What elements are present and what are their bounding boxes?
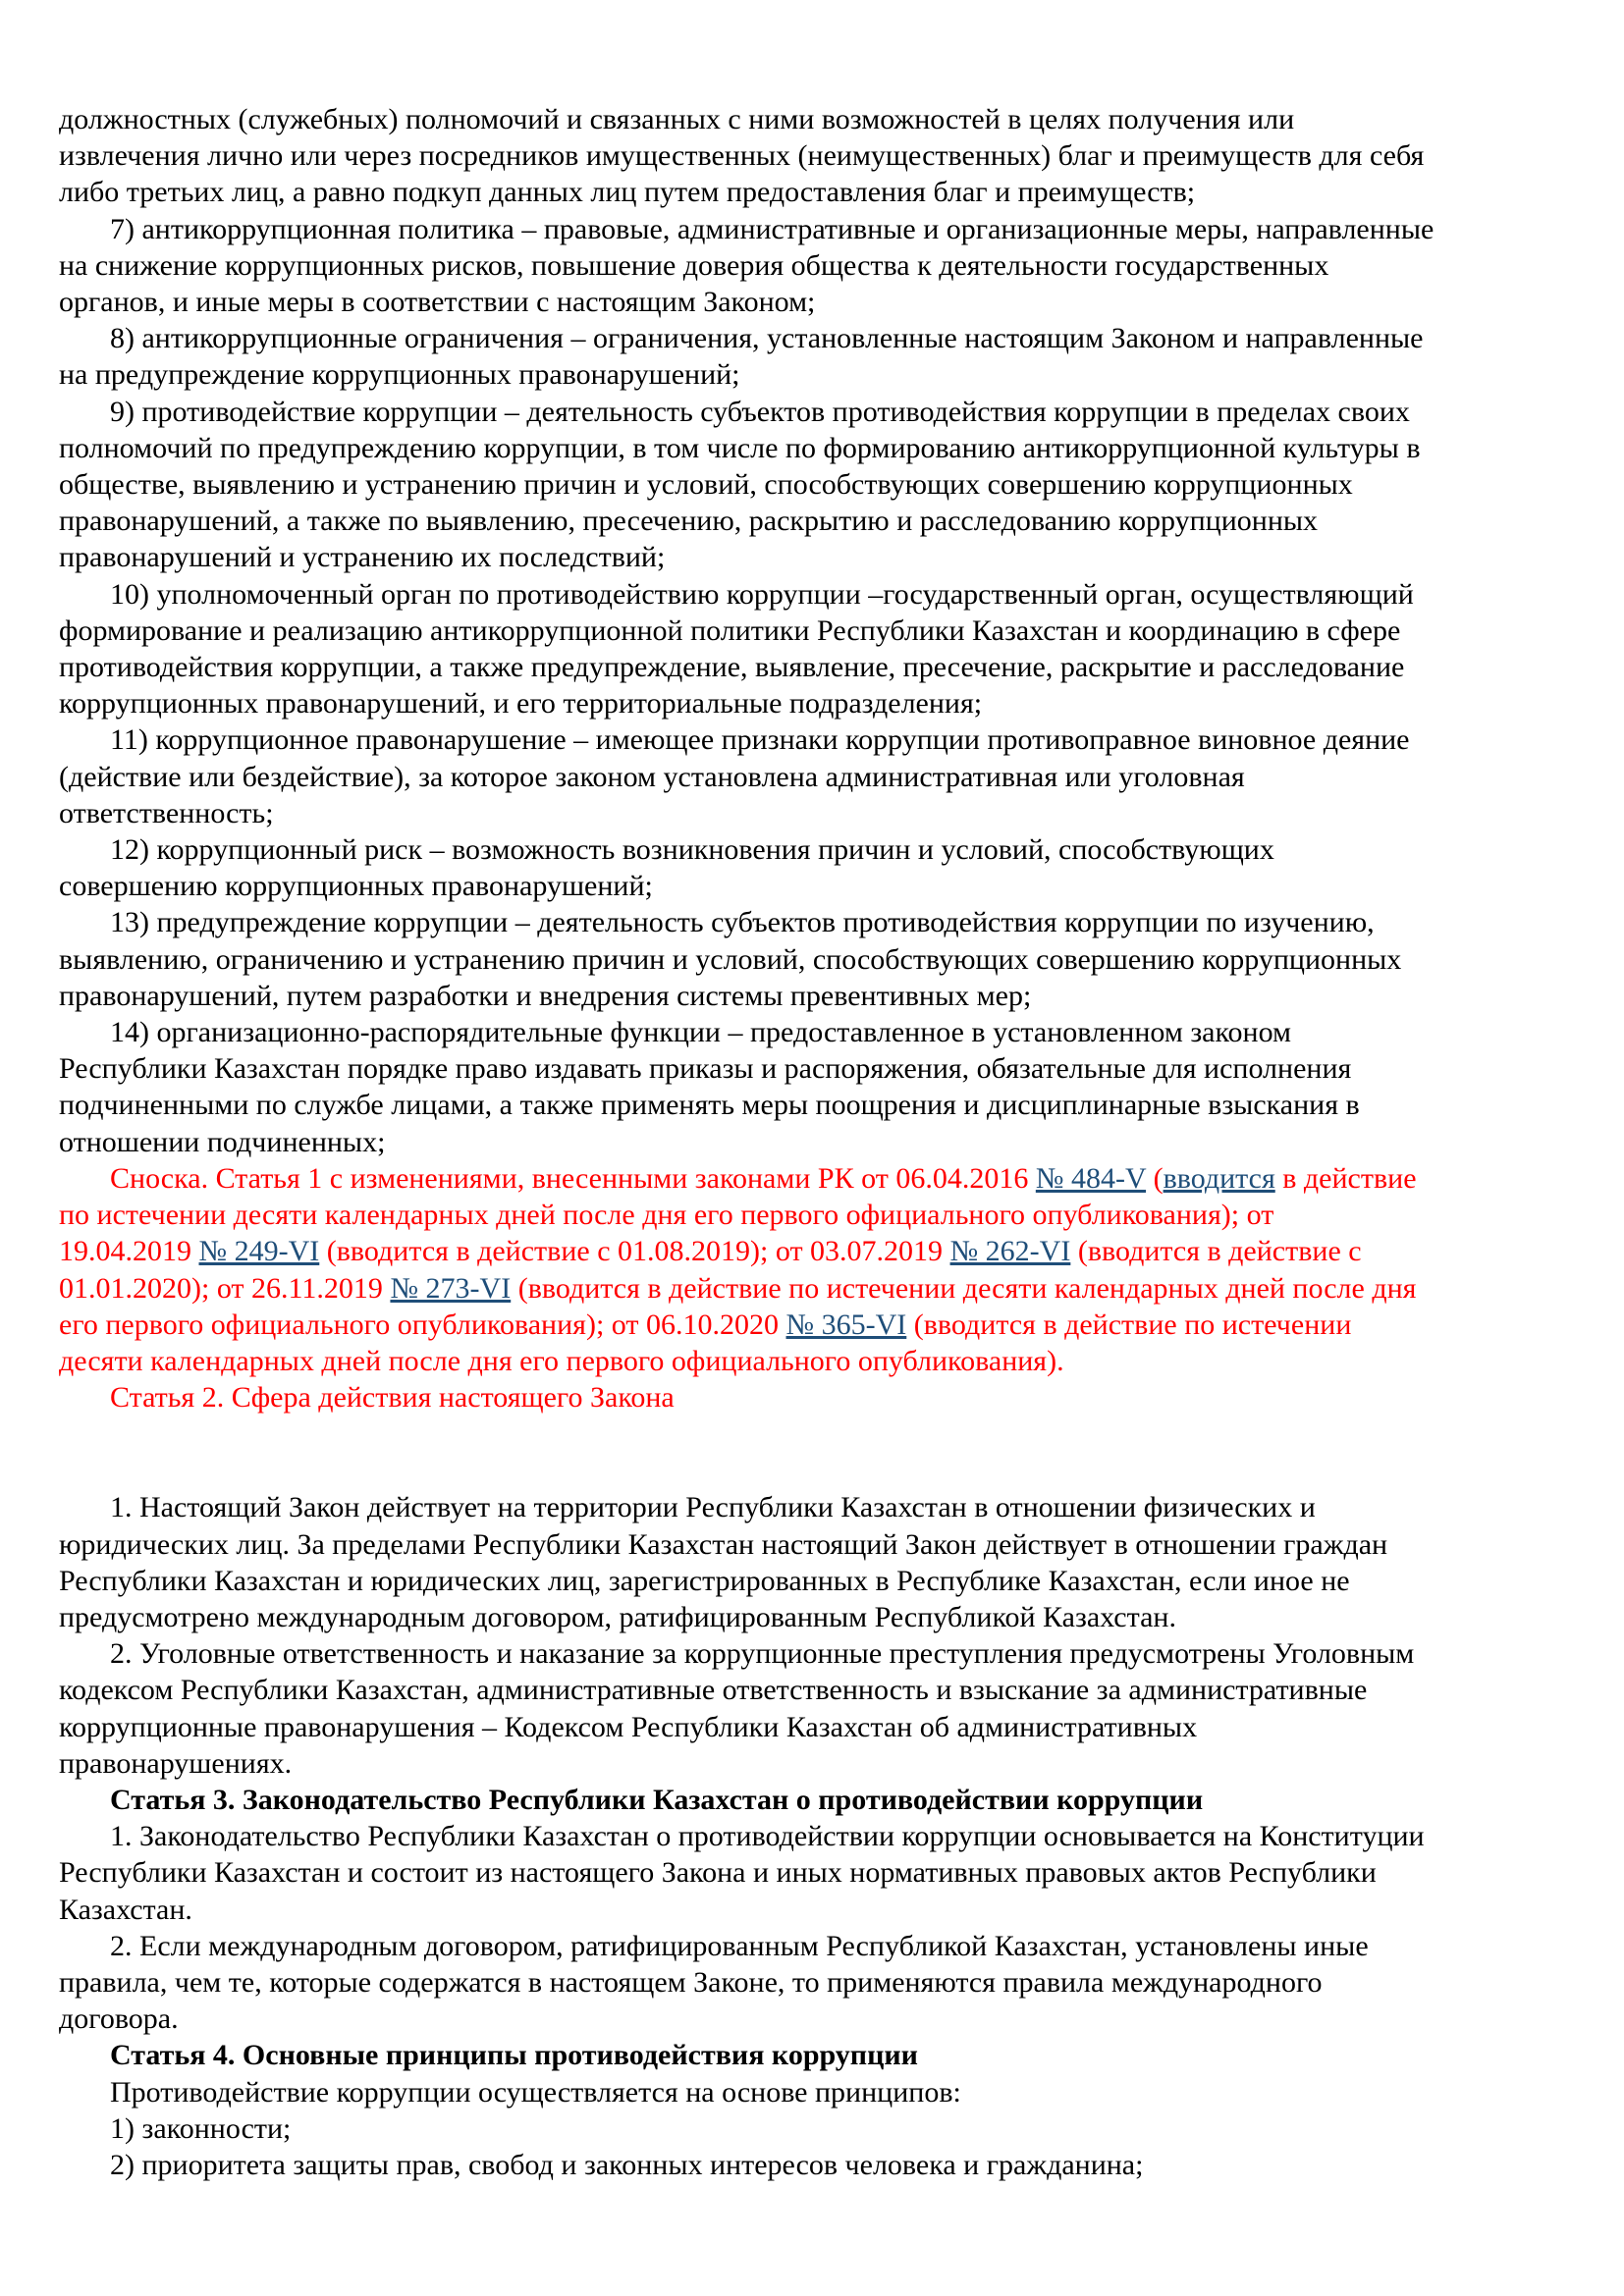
text-line: извлечения лично или через посредников имущественных (неимущественных) благ и преимуществ для себя bbox=[59, 139, 1425, 173]
text-line: 1. Настоящий Закон действует на территории Республики Казахстан в отношении физических и bbox=[110, 1491, 1316, 1524]
text-line: юридических лиц. За пределами Республики Казахстан настоящий Закон действует в отношении граждан bbox=[59, 1527, 1388, 1561]
text-line: обществе, выявлению и устранению причин и условий, способствующих совершению коррупционных bbox=[59, 468, 1353, 502]
article-3-paragraph-2 bbox=[59, 1928, 1591, 2038]
article-3-title: Статья 3. Законодательство Республики Казахстан о противодействии коррупции bbox=[110, 1783, 1204, 1816]
text-line: кодексом Республики Казахстан, административные ответственность и взыскание за административные bbox=[59, 1674, 1368, 1707]
text-line: 12) коррупционный риск – возможность возникновения причин и условий, способствующих bbox=[110, 833, 1274, 867]
definition-item-12 bbox=[59, 831, 1591, 904]
spacer bbox=[59, 1415, 1591, 1489]
definition-item-8 bbox=[59, 320, 1591, 393]
text-line: на предупреждение коррупционных правонарушений; bbox=[59, 358, 740, 392]
text-line: отношении подчиненных; bbox=[59, 1125, 386, 1158]
text-line: подчиненными по службе лицами, а также применять меры поощрения и дисциплинарные взыскания в bbox=[59, 1089, 1360, 1122]
text-line: либо третьих лиц, а равно подкуп данных лиц путем предоставления благ и преимуществ; bbox=[59, 176, 1196, 209]
text-line: на снижение коррупционных рисков, повышение доверия общества к деятельности государственных bbox=[59, 248, 1329, 282]
text-line: полномочий по предупреждению коррупции, в том числе по формированию антикоррупционной культуры в bbox=[59, 431, 1421, 464]
law-link-365-vi[interactable]: № 365-VI bbox=[785, 1308, 907, 1341]
text-line: Республики Казахстан и состоит из настоящего Закона и иных нормативных правовых актов Республики bbox=[59, 1856, 1377, 1890]
article-2-title: Статья 2. Сфера действия настоящего Закона bbox=[110, 1381, 675, 1415]
text-line: 7) антикоррупционная политика – правовые, административные и организационные меры, направленные bbox=[110, 212, 1435, 245]
article-2-paragraph-2 bbox=[59, 1635, 1591, 1782]
text-line: Казахстан. bbox=[59, 1893, 192, 1926]
text-line: 13) предупреждение коррупции – деятельность субъектов противодействия коррупции по изучению, bbox=[110, 906, 1375, 939]
note-text: (вводится в действие с bbox=[1070, 1235, 1362, 1268]
text-line: 11) коррупционное правонарушение – имеющее признаки коррупции противоправное виновное деяние bbox=[110, 723, 1410, 757]
note-text: ( bbox=[1146, 1161, 1164, 1195]
note-text: (вводится в действие с 01.08.2019); от 03.07.2019 bbox=[319, 1235, 950, 1268]
text-line: 2. Если международным договором, ратифицированным Республикой Казахстан, установлены иные bbox=[110, 1929, 1369, 1962]
article-2-paragraph-1 bbox=[59, 1489, 1591, 1635]
note-text: его первого официального опубликования); от 06.10.2020 bbox=[59, 1308, 786, 1341]
text-line: десяти календарных дней после дня его первого официального опубликования). bbox=[59, 1344, 1064, 1377]
definition-item-7 bbox=[59, 211, 1591, 321]
definition-item-14 bbox=[59, 1014, 1591, 1160]
text-line: формирование и реализацию антикоррупционной политики Республики Казахстан и координацию в сфере bbox=[59, 614, 1401, 647]
text-line: 1. Законодательство Республики Казахстан о противодействии коррупции основывается на Конституции bbox=[110, 1820, 1425, 1853]
text-line: предусмотрено международным договором, ратифицированным Республикой Казахстан. bbox=[59, 1600, 1176, 1633]
principle-item-1: 1) законности; bbox=[110, 2111, 292, 2145]
article-4-intro: Противодействие коррупции осуществляется на основе принципов: bbox=[110, 2075, 961, 2109]
note-text: 01.01.2020); от 26.11.2019 bbox=[59, 1271, 391, 1305]
text-line: договора. bbox=[59, 2002, 179, 2036]
text-line: (действие или бездействие), за которое законом установлена административная или уголовная bbox=[59, 760, 1245, 793]
note-text: в действие bbox=[1274, 1161, 1417, 1195]
text-line: должностных (служебных) полномочий и связанных с ними возможностей в целях получения или bbox=[59, 103, 1295, 135]
text-line: 9) противодействие коррупции – деятельность субъектов противодействия коррупции в пределах своих bbox=[110, 395, 1410, 428]
amendment-note bbox=[59, 1160, 1591, 1415]
text-line: Республики Казахстан порядке право издавать приказы и распоряжения, обязательные для исполнения bbox=[59, 1052, 1352, 1086]
text-line: правонарушений, путем разработки и внедрения системы превентивных мер; bbox=[59, 979, 1032, 1012]
text-line: противодействия коррупции, а также предупреждение, выявление, пресечение, раскрытие и расследование bbox=[59, 651, 1405, 684]
text-line bbox=[59, 1270, 1591, 1307]
text-line bbox=[59, 1307, 1591, 1343]
law-link-273-vi[interactable]: № 273-VI bbox=[390, 1271, 512, 1305]
article-3-paragraph-1 bbox=[59, 1818, 1591, 1928]
text-line: правонарушениях. bbox=[59, 1746, 293, 1780]
text-line bbox=[59, 1160, 1591, 1197]
definition-item-10 bbox=[59, 576, 1591, 722]
article-4-title: Статья 4. Основные принципы противодействия коррупции bbox=[110, 2039, 918, 2072]
definition-item-9 bbox=[59, 394, 1591, 576]
text-line: ответственность; bbox=[59, 796, 274, 829]
enactment-link[interactable]: вводится bbox=[1163, 1161, 1275, 1195]
text-line: правила, чем те, которые содержатся в настоящем Законе, то применяются правила международного bbox=[59, 1965, 1323, 1999]
text-line: коррупционные правонарушения – Кодексом Республики Казахстан об административных bbox=[59, 1710, 1198, 1743]
note-text: (вводится в действие по истечении bbox=[906, 1308, 1352, 1341]
note-text: (вводится в действие по истечении десяти календарных дней после дня bbox=[511, 1271, 1417, 1305]
text-line: органов, и иные меры в соответствии с настоящим Законом; bbox=[59, 286, 816, 319]
document-page bbox=[59, 101, 1591, 2183]
text-line: 2. Уголовные ответственность и наказание за коррупционные преступления предусмотрены Уголовным bbox=[110, 1637, 1415, 1671]
text-line: 10) уполномоченный орган по противодействию коррупции –государственный орган, осуществляющий bbox=[110, 577, 1414, 611]
note-text: 19.04.2019 bbox=[59, 1235, 199, 1268]
text-line: совершению коррупционных правонарушений; bbox=[59, 870, 653, 903]
law-link-262-vi[interactable]: № 262-VI bbox=[949, 1235, 1071, 1268]
text-line: правонарушений и устранению их последствий; bbox=[59, 541, 666, 574]
text-line bbox=[59, 1233, 1591, 1269]
text-line: выявлению, ограничению и устранению причин и условий, способствующих совершению коррупционных bbox=[59, 942, 1402, 976]
law-link-484-v[interactable]: № 484-V bbox=[1035, 1161, 1147, 1195]
text-line: коррупционных правонарушений, и его территориальные подразделения; bbox=[59, 687, 983, 721]
text-line: правонарушений, а также по выявлению, пресечению, раскрытию и расследованию коррупционных bbox=[59, 505, 1319, 538]
note-text: Сноска. Статья 1 с изменениями, внесенными законами РК от 06.04.2016 bbox=[110, 1161, 1036, 1195]
text-line: по истечении десяти календарных дней после дня его первого официального опубликования); от bbox=[59, 1199, 1274, 1232]
definition-item-11 bbox=[59, 721, 1591, 831]
principle-item-2: 2) приоритета защиты прав, свобод и законных интересов человека и гражданина; bbox=[110, 2148, 1144, 2181]
law-link-249-vi[interactable]: № 249-VI bbox=[198, 1235, 320, 1268]
paragraph-continuation bbox=[59, 101, 1591, 211]
text-line: 14) организационно-распорядительные функции – предоставленное в установленном законом bbox=[110, 1016, 1292, 1049]
text-line: 8) антикоррупционные ограничения – ограничения, установленные настоящим Законом и направленные bbox=[110, 322, 1424, 355]
text-line: Республики Казахстан и юридических лиц, зарегистрированных в Республике Казахстан, если иное не bbox=[59, 1564, 1350, 1597]
definition-item-13 bbox=[59, 904, 1591, 1014]
